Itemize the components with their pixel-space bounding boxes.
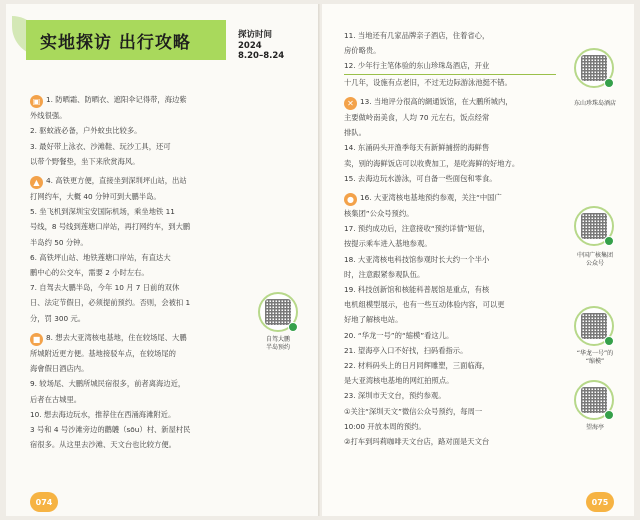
qr-label: 中国广核集团 公众号 (576, 252, 613, 267)
text-line: 19. 科技创新馆和核能科普展馆是重点，有核 (344, 285, 490, 295)
text-line: 核集团”公众号预约。 (344, 209, 414, 219)
text-line: 所城附近更方便。基地接驳车点，在较场尾的 (30, 348, 176, 358)
text-line: 主要做岭南美食，人均 70 元左右，饭点经常 (344, 112, 490, 122)
left-column (30, 92, 244, 452)
text-line: 10:00 开放本周的预约。 (344, 421, 426, 431)
text-line: 3. 最好带上泳衣、沙滩鞋、玩沙工具，还可 (30, 141, 171, 151)
camera-icon: ● (344, 193, 357, 206)
text-line: 2. 驱蚊液必备，户外蚊虫比较多。 (30, 126, 142, 136)
car-icon: ▲ (30, 176, 43, 189)
text-line: 20. “华龙一号”的“缩模”看这儿。 (344, 330, 454, 340)
qr-code-cgn[interactable] (574, 206, 614, 246)
qr-code-wanghai[interactable] (574, 380, 614, 420)
text-line: 外线很强。 (30, 111, 67, 121)
text-line: 17. 预约成功后，注意接收“预约详情”短信， (344, 224, 490, 234)
qr-label: “华龙一号”的 “缩模” (576, 350, 614, 365)
text-line: 9. 较场尾、大鹏所城民宿很多，前者离海边近， (30, 379, 186, 389)
text-line: 日、法定节假日，必须提前预约。否则，会被扣 1 (30, 298, 191, 308)
text-line: 后者在古城里。 (30, 394, 82, 404)
text-line: 十几年，设施有点老旧，不过无边际游泳池挺不错。 (344, 77, 512, 87)
visit-dates: 8.20–8.24 (238, 51, 285, 62)
text-line: 卖，别的海鲜饭店可以收费加工，是吃海鲜的好地方。 (344, 158, 520, 168)
text-line: 5. 坐飞机到深圳宝安国际机场，乘坐地铁 11 (30, 207, 175, 217)
text-line: 3 号和 4 号沙滩旁边的鹳鸌（sōu）村、新屋村民 (30, 424, 191, 434)
qr-code-hotel[interactable] (574, 48, 614, 88)
text-line: 分，罚 300 元。 (30, 313, 86, 323)
text-line: 宿很多。从这里去沙滩、天文台也比较方便。 (30, 440, 176, 450)
qr-code-hualong[interactable] (574, 306, 614, 346)
text-line: 11. 当地还有几家品牌亲子酒店，住着省心， (344, 31, 490, 40)
text-line: 4. 高铁更方便，直接坐到深圳坪山站，出站 (46, 175, 187, 185)
text-line: 8. 想去大亚湾核电基地，住在较场尾、大鹏 (46, 332, 187, 342)
text-line: 排队。 (344, 128, 366, 138)
text-line: ②打车到玛莉咖啡天文台店，路对面是天文台 (344, 437, 490, 447)
text-line: 鹏中心的公交车，需要 2 小时左右。 (30, 268, 149, 278)
hotel-icon: ■ (30, 333, 43, 346)
text-line: 18. 大亚湾核电科技馆参观时长大约一个半小 (344, 254, 490, 264)
visit-time-box (238, 30, 302, 62)
text-line: 10. 想去海边玩水，推荐住在西涌海滩附近。 (30, 409, 176, 419)
qr-label: 东山珍珠岛酒店 (573, 100, 616, 107)
text-line: 15. 去海边玩水游泳，可自备一些面包和零食。 (344, 173, 497, 183)
text-line: 13. 当地评分很高的網通饭馆，在大鹏所城内， (360, 96, 513, 106)
text-line: 以带个野餐垫，坐下来欣赏海风。 (30, 156, 140, 166)
text-line: 7. 自驾去大鹏半岛，今年 10 月 7 日前的双休 (30, 283, 180, 293)
text-line: 23. 深圳市天文台，预约参观。 (344, 391, 446, 401)
fork-knife-icon: ✕ (344, 97, 357, 110)
text-line: 打网约车，大概 40 分钟可到大鹏半岛。 (30, 192, 161, 201)
text-line: ①关注“深圳天文”微信公众号预约，每周一 (344, 406, 483, 416)
page-number-left: 074 (30, 492, 58, 512)
text-line: 半岛约 50 分钟。 (30, 237, 88, 247)
text-line: 电机组模型展示，也有一些互动体验内容，可以更 (344, 300, 505, 310)
visit-time-label: 探访时间 (238, 30, 273, 40)
text-line: 6. 高铁坪山站、地铁莲塘口岸站，有直达大 (30, 252, 171, 262)
text-line: 1. 防晒霜、防晒衣、遮阳伞记得带，海边紫 (46, 95, 187, 104)
right-column (344, 28, 556, 449)
text-line: 14. 东涌码头开渔季每天有新鲜捕捞的海鲜售 (344, 143, 490, 153)
text-line: 海會假日酒店内。 (30, 364, 89, 374)
text-line: 按提示乘车进入基地参观。 (344, 239, 432, 249)
text-line: 号线，8 号线到莲塘口岸站，再打网约车，到大鹏 (30, 222, 191, 232)
qr-label: 自驾大鹏 半岛预约 (265, 336, 290, 351)
text-line: 22. 材料码头上的日月同辉雕塑，三面临海， (344, 361, 490, 371)
qr-code-drive[interactable] (258, 292, 298, 332)
text-line: 好地了解核电站。 (344, 315, 403, 325)
text-line: 21. 望海亭入口不好找，扫码看指示。 (344, 345, 468, 355)
visit-year: 2024 (238, 40, 262, 51)
text-line: 是大亚湾核电基地的网红拍照点。 (344, 376, 454, 386)
title-banner (26, 20, 226, 60)
suitcase-icon: ▣ (30, 95, 43, 108)
qr-label: 望海亭 (585, 424, 604, 431)
text-line: 房价略贵。 (344, 46, 381, 56)
page-title: 实地探访 出行攻略 (40, 32, 191, 53)
text-line: 时，注意跟紧参观队伍。 (344, 269, 425, 279)
text-line: 12. 少年行主笔体验的东山珍珠岛酒店，开业 (344, 58, 556, 74)
text-line: 16. 大亚湾核电基地预约参观，关注“中国广 (360, 192, 502, 202)
page-number-right: 075 (586, 492, 614, 512)
